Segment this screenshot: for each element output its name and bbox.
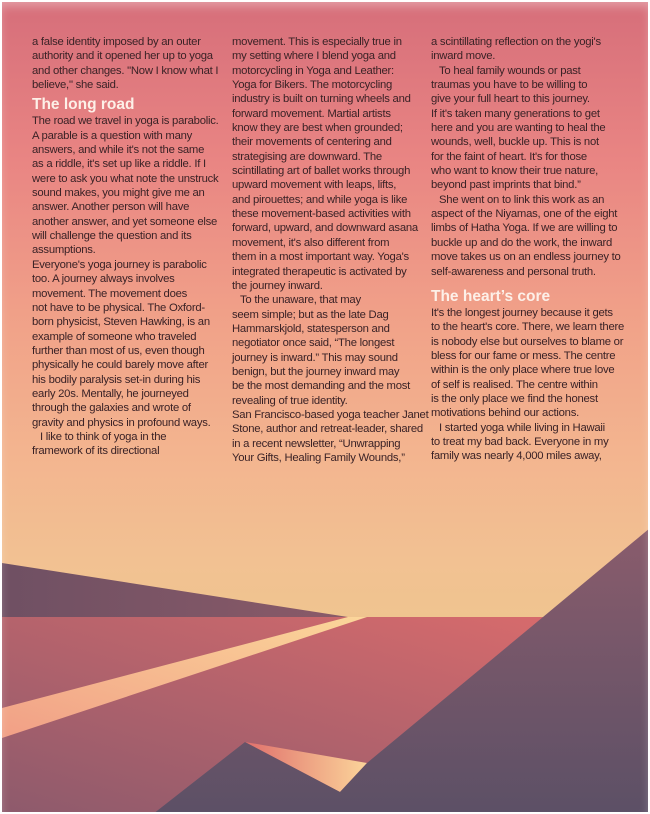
text-line: Stone, author and retreat-leader, shared bbox=[232, 423, 423, 436]
text-line: motorcycling in Yoga and Leather: bbox=[232, 64, 394, 77]
text-line: San Francisco-based yoga teacher Janet bbox=[232, 408, 429, 421]
text-line: in a recent newsletter, “Unwrapping bbox=[232, 437, 401, 450]
text-line: scintillating art of ballet works through bbox=[232, 165, 411, 178]
text-line: assumptions. bbox=[32, 244, 96, 257]
text-line: them in a most important way. Yoga's bbox=[232, 251, 409, 264]
text-line: revealing of true identity. bbox=[232, 394, 348, 407]
text-line: integrated therapeutic is activated by bbox=[232, 265, 407, 278]
text-line: not have to be physical. The Oxford- bbox=[32, 301, 205, 314]
text-line: is the only place we find the honest bbox=[431, 392, 598, 405]
text-line: born physicist, Steven Hawking, is an bbox=[32, 316, 210, 329]
text-line: to treat my bad back. Everyone in my bbox=[431, 435, 609, 448]
text-line: gravity and physics in profound ways. bbox=[32, 416, 211, 429]
text-line: strategising are downward. The bbox=[232, 150, 382, 163]
text-line: example of someone who traveled bbox=[32, 330, 197, 343]
text-line: upward movement with leaps, lifts, bbox=[232, 179, 397, 192]
text-line: negotiator once said, “The longest bbox=[232, 337, 395, 350]
text-line: movement. The movement does bbox=[32, 287, 188, 300]
column-1 bbox=[32, 35, 237, 459]
text-line: as a riddle, it's set up like a riddle. If I bbox=[32, 158, 206, 171]
text-line: framework of its directional bbox=[32, 445, 160, 458]
text-line: traumas you have to be willing to bbox=[431, 79, 588, 92]
text-block bbox=[431, 306, 636, 421]
text-line: inward move. bbox=[431, 50, 496, 63]
paragraph-line: To the unaware, that may bbox=[240, 294, 361, 307]
text-block bbox=[32, 114, 237, 430]
text-line: authority and it opened her up to yoga bbox=[32, 50, 213, 63]
text-line: my setting where I blend yoga and bbox=[232, 50, 396, 63]
text-block bbox=[431, 207, 636, 279]
text-line: for the faint of heart. It's for those bbox=[431, 150, 587, 163]
text-line: move takes us on an endless journey to bbox=[431, 251, 621, 264]
text-line: the journey inward. bbox=[232, 279, 323, 292]
text-line: is nobody else but ourselves to blame or bbox=[431, 335, 624, 348]
text-line: seem simple; but as the late Dag bbox=[232, 308, 389, 321]
text-line: their movements of centering and bbox=[232, 136, 392, 149]
text-line: I like to think of yoga in the bbox=[40, 430, 167, 443]
column-2 bbox=[232, 35, 437, 465]
text-line: Your Gifts, Healing Family Wounds,” bbox=[232, 451, 405, 464]
text-line: bless for our fame or mess. The centre bbox=[431, 349, 616, 362]
text-line: self-awareness and personal truth. bbox=[431, 265, 596, 278]
text-line: here and you are wanting to heal the bbox=[431, 122, 606, 135]
text-line: of self is realised. The centre within bbox=[431, 378, 598, 391]
text-line: a scintillating reflection on the yogi's bbox=[431, 36, 601, 48]
text-line: forward, upward, and downward asana bbox=[232, 222, 418, 235]
text-line: forward movement. Martial artists bbox=[232, 107, 391, 120]
text-line: industry is built on turning wheels and bbox=[232, 93, 411, 106]
text-block bbox=[431, 35, 636, 64]
text-line: a false identity imposed by an outer bbox=[32, 36, 201, 48]
text-line: movement. This is especially true in bbox=[232, 36, 402, 48]
text-block bbox=[431, 435, 636, 464]
text-line: aspect of the Niyamas, one of the eight bbox=[431, 208, 618, 221]
text-line: and pirouettes; and while yoga is like bbox=[232, 193, 408, 206]
text-line: these movement-based activities with bbox=[232, 208, 411, 221]
paragraph-line: She went on to link this work as an bbox=[439, 193, 605, 206]
text-block bbox=[232, 308, 437, 466]
text-line: believe," she said. bbox=[32, 79, 119, 92]
text-line: early 20s. Mentally, he journeyed bbox=[32, 387, 189, 400]
text-line: another answer, and yet someone else bbox=[32, 215, 218, 228]
text-line: further than most of us, even though bbox=[32, 344, 205, 357]
text-line: his bodily paralysis set-in during his bbox=[32, 373, 201, 386]
text-line: A parable is a question with many bbox=[32, 129, 193, 142]
text-line: motivations behind our actions. bbox=[431, 407, 579, 420]
text-line: It's the longest journey because it gets bbox=[431, 306, 613, 319]
text-line: through the galaxies and wrote of bbox=[32, 402, 191, 415]
text-line: family was nearly 4,000 miles away, bbox=[431, 450, 602, 463]
text-line: beyond past imprints that bind.” bbox=[431, 179, 581, 192]
text-line: Everyone's yoga journey is parabolic bbox=[32, 258, 207, 271]
text-line: to the heart's core. There, we learn there bbox=[431, 321, 625, 334]
text-line: who want to know their true nature, bbox=[431, 165, 599, 178]
text-line: answer. Another person will have bbox=[32, 201, 190, 214]
text-line: within is the only place where true love bbox=[431, 364, 615, 377]
text-line: give your full heart to this journey. bbox=[431, 93, 590, 106]
text-line: limbs of Hatha Yoga. If we are willing to bbox=[431, 222, 618, 235]
text-line: If it's taken many generations to get bbox=[431, 107, 600, 120]
text-line: and other changes. "Now I know what I bbox=[32, 64, 219, 77]
paragraph-line: I started yoga while living in Hawaii bbox=[439, 421, 605, 434]
text-line: will challenge the question and its bbox=[32, 230, 192, 243]
text-line: were to ask you what note the unstruck bbox=[32, 172, 219, 185]
text-line: physically he could barely move after bbox=[32, 359, 208, 372]
text-line: journey is inward.” This may sound bbox=[232, 351, 398, 364]
text-block bbox=[232, 35, 437, 293]
text-block bbox=[431, 78, 636, 193]
text-line: know they are best when grounded; bbox=[232, 122, 403, 135]
text-line: wounds, well, buckle up. This is not bbox=[431, 136, 599, 149]
column-3 bbox=[431, 35, 636, 464]
text-line: too. A journey always involves bbox=[32, 273, 175, 286]
text-line: be the most demanding and the most bbox=[232, 380, 411, 393]
text-line: Hammarskjold, statesperson and bbox=[232, 322, 390, 335]
text-line: sound makes, you might give me an bbox=[32, 187, 205, 200]
text-line: The road we travel in yoga is parabolic. bbox=[32, 115, 219, 128]
text-block bbox=[32, 430, 237, 459]
text-line: benign, but the journey inward may bbox=[232, 365, 400, 378]
text-line: buckle up and do the work, the inward bbox=[431, 236, 613, 249]
heading-the-long-road: The long road bbox=[32, 96, 135, 114]
text-line: Yoga for Bikers. The motorcycling bbox=[232, 79, 393, 92]
text-line: answers, and while it's not the same bbox=[32, 144, 205, 157]
text-line: movement, it's also different from bbox=[232, 236, 390, 249]
heading-the-hearts-core: The heart’s core bbox=[431, 287, 551, 305]
left-mountain bbox=[2, 563, 348, 617]
text-block bbox=[32, 35, 237, 92]
paragraph-line: To heal family wounds or past bbox=[439, 64, 581, 77]
